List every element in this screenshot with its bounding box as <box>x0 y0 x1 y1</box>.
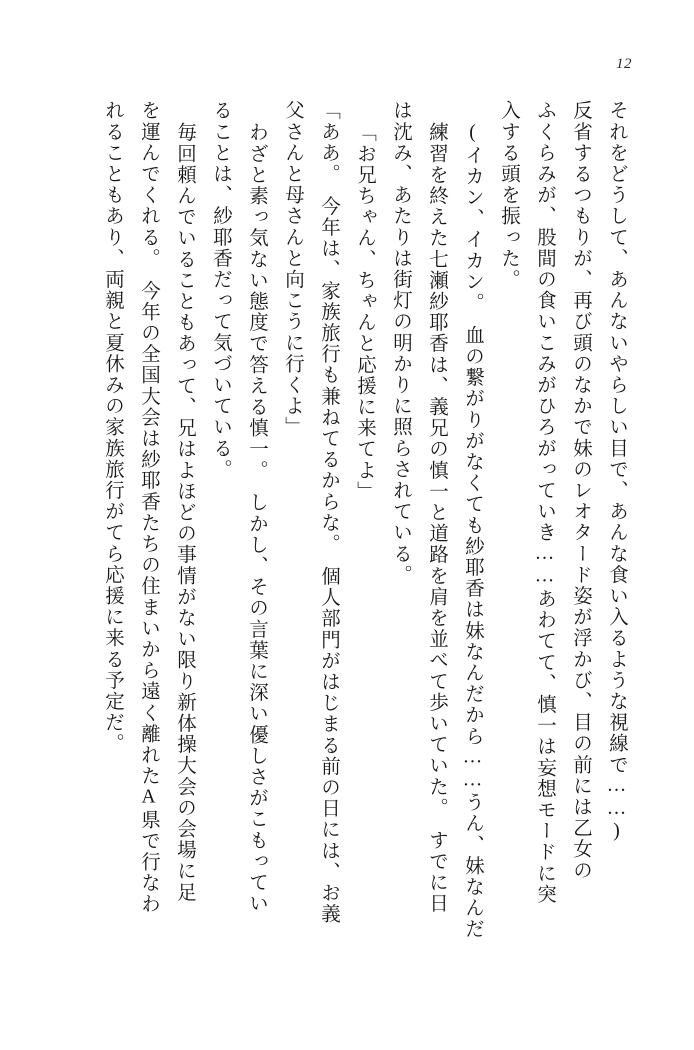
text-line: れることもあり、両親と夏休みの家族旅行がてら応援に来る予定だ。 <box>102 100 123 755</box>
text-line: を運んでくれる。 今年の全国大会は紗耶香たちの住まいから遠く離れたA県で行なわ <box>138 100 159 915</box>
text-line: ふくらみが、股間の食いこみがひろがっていき……あわてて、慎一は妄想モードに突 <box>534 100 555 905</box>
page-number: 12 <box>616 56 632 72</box>
vertical-text-block <box>60 100 634 980</box>
text-line: 入する頭を振った。 <box>498 100 519 290</box>
text-line: それをどうして、あんないやらしい目で、あんな食い入るような視線で……) <box>606 100 627 843</box>
text-line: は沈み、あたりは街灯の明かりに照らされている。 <box>390 100 411 586</box>
text-line: 「お兄ちゃん、ちゃんと応援に来てよ」 <box>354 122 375 502</box>
text-line: ることは、紗耶香だって気づいている。 <box>210 100 231 480</box>
text-line: 父さんと母さんと向こうに行くよ」 <box>282 100 303 438</box>
text-line: 反省するつもりが、再び頭のなかで妹のレオタード姿が浮かび、目の前には乙女の <box>570 100 591 881</box>
text-line: 毎回頼んでいることもあって、兄はよほどの事情がない限り新体操大会の会場に足 <box>174 122 195 903</box>
text-line: (イカン、イカン。 血の繋がりがなくても紗耶香は妹なんだから……うん、妹なんだ <box>462 122 483 940</box>
text-line: 「ああ。 今年は、家族旅行も兼ねてるからな。 個人部門がはじまる前の日には、お義 <box>318 100 339 925</box>
text-line: わざと素っ気ない態度で答える慎一。 しかし、その言葉に深い優しさがこもってい <box>246 122 267 915</box>
text-line: 練習を終えた七瀬紗耶香は、義兄の慎一と道路を肩を並べて歩いていた。 すでに日 <box>426 122 447 915</box>
